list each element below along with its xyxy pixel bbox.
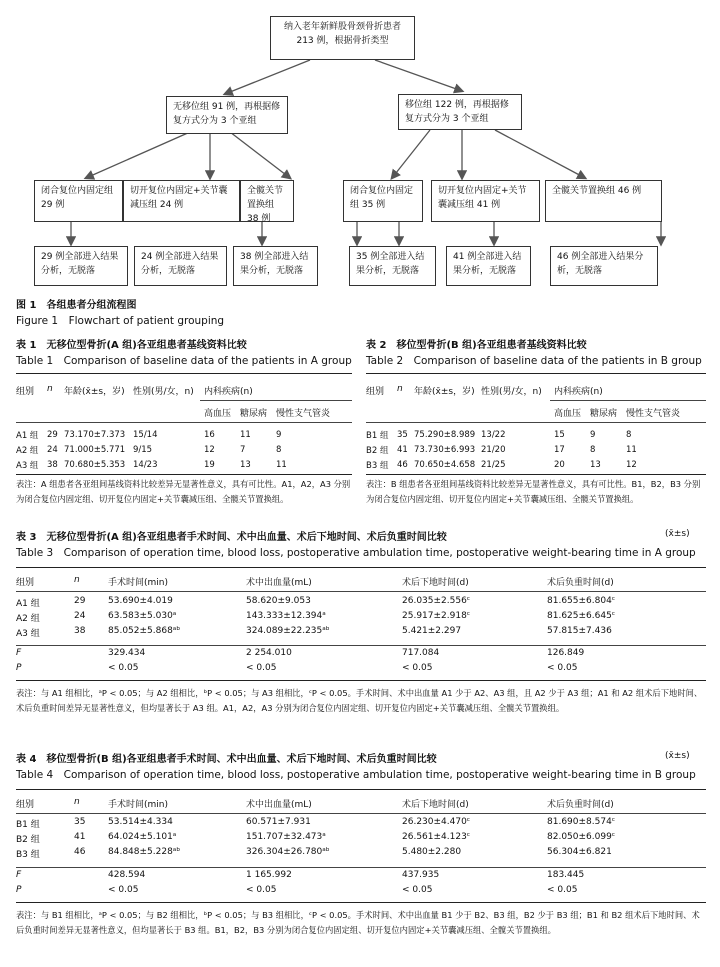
flow-outcome-box: 46 例全部进入结果分析，无脱落 (550, 246, 658, 286)
table-row (16, 596, 706, 611)
table3-title-cn: 表 3 无移位型骨折(A 组)各亚组患者手术时间、术中出血量、术后下地时间、术后负重时间比较 (16, 532, 447, 543)
table-row (366, 457, 686, 472)
table-cell: B3 组 (366, 460, 389, 471)
table-cell: A2 组 (16, 445, 39, 456)
table2-h-disease: 内科疾病(n) (554, 387, 603, 397)
table-cell: 57.815±7.436 (547, 626, 612, 636)
table-cell: 26.561±4.123ᶜ (402, 832, 471, 842)
table-cell: P (16, 663, 22, 673)
table1-note: 表注：A 组患者各亚组间基线资料比较差异无显著性意义，具有可比性。A1，A2，A3 分别为闭合复位内固定组、切开复位内固定+关节囊减压组、全髋关节置换组。 (16, 479, 351, 504)
table-row (16, 626, 706, 641)
table-cell: 26.035±2.556ᶜ (402, 596, 471, 606)
table-header-cell: 术后下地时间(d) (402, 578, 469, 588)
table1-body (16, 427, 336, 472)
table-cell: 8 (590, 444, 596, 455)
table-cell: 11 (276, 459, 287, 470)
table-cell: 64.024±5.101ᵃ (108, 832, 177, 842)
table-header-cell: 术后下地时间(d) (402, 800, 469, 810)
table-cell: < 0.05 (108, 885, 139, 895)
table-cell: 38 (47, 459, 58, 470)
table-cell: 35 (397, 429, 408, 440)
table1-head-rule (16, 422, 352, 423)
table-cell: 19 (204, 459, 215, 470)
table2-title-en: Table 2 Comparison of baseline data of the patients in B group (366, 355, 702, 367)
table-cell: < 0.05 (246, 663, 277, 673)
flow-outcome-box: 35 例全部进入结果分析，无脱落 (349, 246, 436, 286)
table4-unit: (x̄±s) (665, 751, 690, 761)
table-cell: 41 (74, 832, 86, 842)
figure-caption-en: Figure 1 Flowchart of patient grouping (16, 315, 225, 327)
figure-caption-cn: 图 1 各组患者分组流程图 (16, 300, 137, 311)
table-cell: 82.050±6.099ᶜ (547, 832, 616, 842)
table-row (16, 457, 336, 472)
table-cell: 81.690±8.574ᶜ (547, 817, 616, 827)
table4-bottom-rule (16, 902, 706, 903)
table-row (366, 427, 686, 442)
flow-sub-box: 全髋关节置换组 38 例 (240, 180, 294, 222)
table1-h-group: 组别 (16, 387, 35, 397)
table-cell: 17 (554, 444, 565, 455)
table-cell: 7 (240, 444, 246, 455)
table1-bottom-rule (16, 474, 352, 475)
table-row (16, 648, 706, 663)
table-cell: 29 (47, 429, 58, 440)
table-cell: 5.480±2.280 (402, 847, 462, 857)
table-cell: 58.620±9.053 (246, 596, 311, 606)
table-cell: A1 组 (16, 599, 40, 609)
table2-sub-rule (550, 400, 706, 401)
table-cell: 14/23 (133, 459, 158, 470)
table-header-cell: 手术时间(min) (108, 800, 168, 810)
flow-outcome-box: 41 例全部进入结果分析，无脱落 (446, 246, 531, 286)
flow-outcome-box: 29 例全部进入结果分析，无脱落 (34, 246, 128, 286)
table-row (16, 442, 336, 457)
table3-top-rule (16, 567, 706, 568)
table-header-cell: n (74, 575, 80, 585)
table4-note: 表注：与 B1 组相比，ᵃP < 0.05；与 B2 组相比，ᵇP < 0.05；与 B3 组相比，ᶜP < 0.05。手术时间、术中出血量 B1 少于 B2、B3 组，B2 少于 B3 组；B1 和 B2 组术后下地时间、术后负重时间差异无显著性意义，但均显著长于 B3 组。B1，B2，B3 分别为闭合复位内固定组、切开复位内固定+关节囊减压组、全髋关节置换组。 (16, 910, 700, 935)
table-header-cell: 术后负重时间(d) (547, 578, 614, 588)
table1-title-cn: 表 1 无移位型骨折(A 组)各亚组患者基线资料比较 (16, 340, 247, 351)
table-cell: 26.230±4.470ᶜ (402, 817, 471, 827)
table1-sub-rule (200, 400, 352, 401)
table1-h-sex: 性别(男/女，n) (133, 387, 194, 397)
arrow (392, 130, 430, 178)
table4-header-row (16, 797, 706, 811)
table-header-cell: 术后负重时间(d) (547, 800, 614, 810)
table-cell: 15 (554, 429, 565, 440)
table-header-cell: 组别 (16, 578, 35, 588)
table-header-cell: 术中出血量(mL) (246, 578, 312, 588)
table-header-row (16, 575, 706, 589)
flow-sub-box: 切开复位内固定+关节囊减压组 24 例 (123, 180, 240, 222)
flow-sub-box: 全髋关节置换组 46 例 (545, 180, 662, 222)
table-cell: 56.304±6.821 (547, 847, 612, 857)
table-cell: 21/20 (481, 444, 506, 455)
table2-h-n: n (397, 384, 403, 394)
table-cell: B1 组 (366, 430, 389, 441)
table-cell: 151.707±32.473ᵃ (246, 832, 326, 842)
table3-mid-rule (16, 645, 706, 646)
table-cell: 12 (626, 459, 637, 470)
arrow (495, 130, 585, 178)
table2-bottom-rule (366, 474, 706, 475)
table-cell: B1 组 (16, 820, 40, 830)
table-cell: 46 (74, 847, 86, 857)
table-cell: 63.583±5.030ᵃ (108, 611, 177, 621)
table-cell: 73.170±7.373 (64, 429, 126, 440)
table-cell: 11 (626, 444, 637, 455)
table-row (16, 663, 706, 678)
table-header-cell: 术中出血量(mL) (246, 800, 312, 810)
table-cell: 81.625±6.645ᶜ (547, 611, 616, 621)
table-cell: 73.730±6.993 (414, 444, 476, 455)
table1-subh: 高血压 (204, 409, 232, 419)
table-cell: < 0.05 (547, 663, 578, 673)
table-cell: 143.333±12.394ᵃ (246, 611, 326, 621)
table-cell: 16 (204, 429, 215, 440)
table4-top-rule (16, 789, 706, 790)
table1-title-en: Table 1 Comparison of baseline data of the patients in A group (16, 355, 352, 367)
table2-h-group: 组别 (366, 387, 385, 397)
table3-title-en: Table 3 Comparison of operation time, blood loss, postoperative ambulation time, postoperative weight-bearing time in A group (16, 547, 696, 559)
table-cell: 13/22 (481, 429, 506, 440)
table-cell: P (16, 885, 22, 895)
table-cell: 326.304±26.780ᵃᵇ (246, 847, 330, 857)
table-cell: 85.052±5.868ᵃᵇ (108, 626, 181, 636)
table1-subh: 糖尿病 (240, 409, 268, 419)
table-header-row (16, 797, 706, 811)
flow-right-box: 移位组 122 例，再根据修复方式分为 3 个亚组 (398, 94, 522, 130)
table2-top-rule (366, 373, 706, 374)
arrow (86, 132, 190, 178)
table-cell: < 0.05 (402, 885, 433, 895)
table-cell: 15/14 (133, 429, 158, 440)
flow-root-box: 纳入老年新鲜股骨颈骨折患者 213 例，根据骨折类型 (270, 16, 415, 60)
table-cell: 2 254.010 (246, 648, 292, 658)
table2-subh: 糖尿病 (590, 409, 618, 419)
table-cell: 84.848±5.228ᵃᵇ (108, 847, 181, 857)
table-cell: 13 (240, 459, 251, 470)
arrow (375, 60, 462, 91)
table-row (16, 847, 706, 862)
flow-outcome-box: 38 例全部进入结果分析，无脱落 (233, 246, 318, 286)
table1-h-age: 年龄(x̄±s，岁) (64, 387, 125, 397)
flow-sub-box: 闭合复位内固定组 35 例 (343, 180, 423, 222)
table-cell: 1 165.992 (246, 870, 292, 880)
arrow (230, 132, 290, 178)
flow-sub-box: 闭合复位内固定组 29 例 (34, 180, 123, 222)
table3-body (16, 596, 706, 641)
table-cell: 428.594 (108, 870, 146, 880)
table-cell: 25.917±2.918ᶜ (402, 611, 471, 621)
table-row (16, 870, 706, 885)
table2-title-cn: 表 2 移位型骨折(B 组)各亚组患者基线资料比较 (366, 340, 587, 351)
table-cell: 5.421±2.297 (402, 626, 462, 636)
table3-note: 表注：与 A1 组相比，ᵃP < 0.05；与 A2 组相比，ᵇP < 0.05；与 A3 组相比，ᶜP < 0.05。手术时间、术中出血量 A1 少于 A2、A3 组，且 A2 少于 A3 组；A1 和 A2 组术后下地时间、术后负重时间差异无显著性意义，但均显著长于 A3 组。A1，A2，A3 分别为闭合复位内固定组、切开复位内固定+关节囊减压组、全髋关节置换组。 (16, 688, 703, 713)
table4-title-en: Table 4 Comparison of operation time, blood loss, postoperative ambulation time, postoperative weight-bearing time in B group (16, 769, 696, 781)
table3-unit: (x̄±s) (665, 529, 690, 539)
table-cell: A3 组 (16, 460, 39, 471)
table-row (16, 611, 706, 626)
table-cell: 53.514±4.334 (108, 817, 173, 827)
table-cell: 24 (74, 611, 86, 621)
table-cell: 71.000±5.771 (64, 444, 126, 455)
table-cell: B2 组 (366, 445, 389, 456)
table-cell: 8 (276, 444, 282, 455)
table-cell: 46 (397, 459, 408, 470)
table-cell: 20 (554, 459, 565, 470)
table-cell: F (16, 648, 22, 658)
table-cell: 126.849 (547, 648, 585, 658)
table-cell: 70.650±4.658 (414, 459, 476, 470)
table-cell: 21/25 (481, 459, 506, 470)
table3-head-rule (16, 591, 706, 592)
table-row (16, 885, 706, 900)
table-cell: 60.571±7.931 (246, 817, 311, 827)
table-cell: 12 (204, 444, 215, 455)
table-row (366, 442, 686, 457)
table4-head-rule (16, 813, 706, 814)
table-cell: 75.290±8.989 (414, 429, 476, 440)
table-cell: A3 组 (16, 629, 40, 639)
table2-subh: 慢性支气管炎 (626, 409, 681, 419)
table-cell: 35 (74, 817, 86, 827)
table-cell: 8 (626, 429, 632, 440)
table2-subh: 高血压 (554, 409, 582, 419)
flow-left-box: 无移位组 91 例，再根据修复方式分为 3 个亚组 (166, 96, 288, 134)
table-cell: 70.680±5.353 (64, 459, 126, 470)
table-cell: 24 (47, 444, 58, 455)
table-row (16, 817, 706, 832)
table-header-cell: n (74, 797, 80, 807)
table-cell: 717.084 (402, 648, 440, 658)
table-cell: F (16, 870, 22, 880)
table4-title-cn: 表 4 移位型骨折(B 组)各亚组患者手术时间、术中出血量、术后下地时间、术后负重时间比较 (16, 754, 437, 765)
table2-h-sex: 性别(男/女，n) (481, 387, 542, 397)
table3-header-row (16, 575, 706, 589)
table-cell: 437.935 (402, 870, 440, 880)
table-cell: 38 (74, 626, 86, 636)
table-cell: 53.690±4.019 (108, 596, 173, 606)
table-cell: 13 (590, 459, 601, 470)
table1-h-disease: 内科疾病(n) (204, 387, 253, 397)
table2-head-rule (366, 422, 706, 423)
table-header-cell: 手术时间(min) (108, 578, 168, 588)
table-cell: 9 (276, 429, 282, 440)
table-cell: 81.655±6.804ᶜ (547, 596, 616, 606)
table3-bottom-rule (16, 680, 706, 681)
table-cell: 29 (74, 596, 86, 606)
table-cell: 41 (397, 444, 408, 455)
table4-stats (16, 870, 706, 900)
table3-stats (16, 648, 706, 678)
table-cell: 9/15 (133, 444, 153, 455)
table-cell: A2 组 (16, 614, 40, 624)
table-cell: < 0.05 (547, 885, 578, 895)
flow-outcome-box: 24 例全部进入结果分析，无脱落 (134, 246, 227, 286)
table-cell: 9 (590, 429, 596, 440)
table-cell: 11 (240, 429, 251, 440)
table1-h-n: n (47, 384, 53, 394)
table-row (16, 832, 706, 847)
flow-sub-box: 切开复位内固定+关节囊减压组 41 例 (431, 180, 540, 222)
table-row (16, 427, 336, 442)
table2-h-age: 年龄(x̄±s，岁) (414, 387, 475, 397)
table-cell: A1 组 (16, 430, 39, 441)
table-cell: < 0.05 (246, 885, 277, 895)
table-cell: B2 组 (16, 835, 40, 845)
table1-top-rule (16, 373, 352, 374)
table-cell: 324.089±22.235ᵃᵇ (246, 626, 330, 636)
table4-body (16, 817, 706, 862)
table-cell: 183.445 (547, 870, 585, 880)
table-cell: < 0.05 (402, 663, 433, 673)
table4-mid-rule (16, 867, 706, 868)
arrow (225, 60, 310, 94)
table-cell: B3 组 (16, 850, 40, 860)
table2-note: 表注：B 组患者各亚组间基线资料比较差异无显著性意义，具有可比性。B1，B2，B3 分别为闭合复位内固定组、切开复位内固定+关节囊减压组、全髋关节置换组。 (366, 479, 701, 504)
table1-subh: 慢性支气管炎 (276, 409, 331, 419)
table-header-cell: 组别 (16, 800, 35, 810)
table-cell: < 0.05 (108, 663, 139, 673)
table2-body (366, 427, 686, 472)
table-cell: 329.434 (108, 648, 146, 658)
